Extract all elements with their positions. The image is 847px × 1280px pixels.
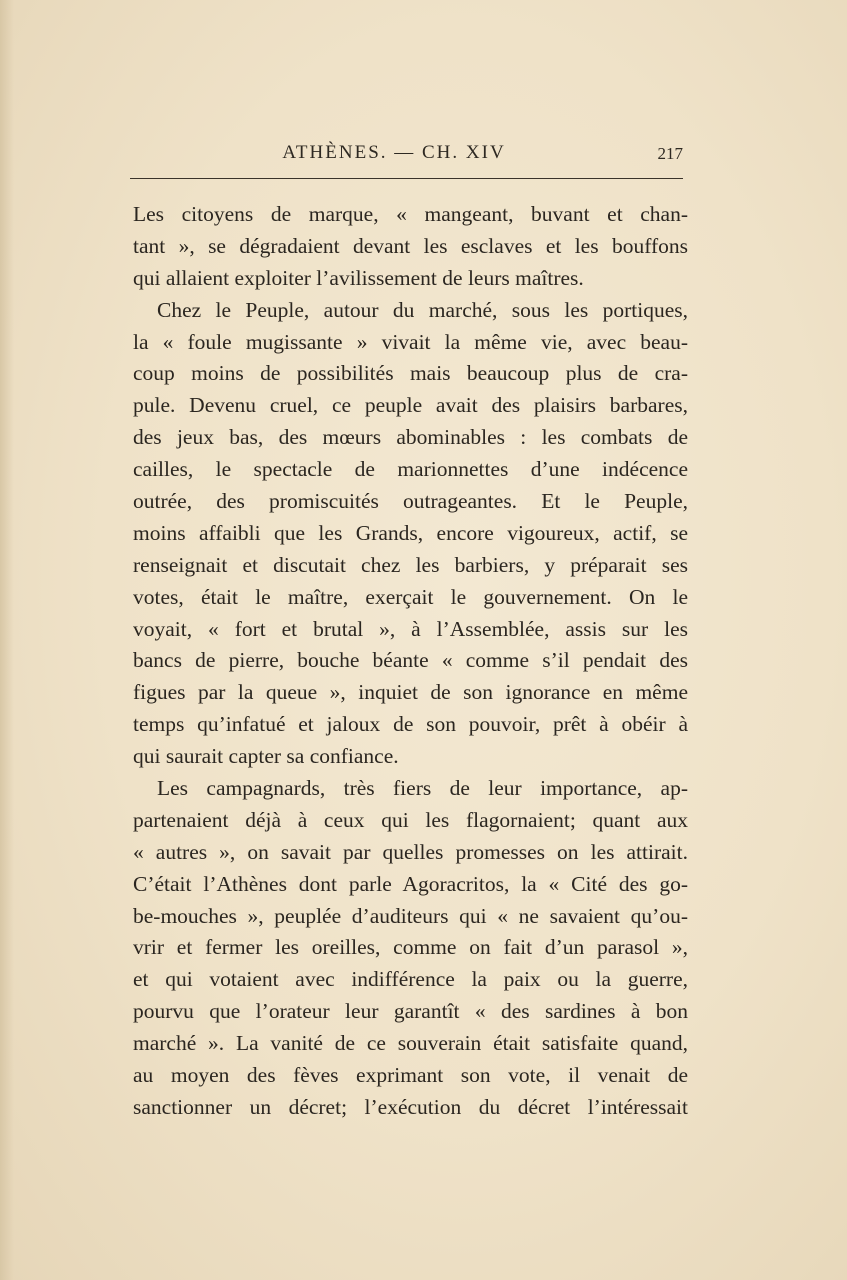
text-line: pule. Devenu cruel, ce peuple avait des plaisirs barbares,: [133, 393, 688, 418]
text-line: « autres », on savait par quelles promesses on les attirait.: [133, 839, 688, 864]
text-line: renseignait et discutait chez les barbiers, y préparait ses: [133, 552, 688, 577]
text-line: coup moins de possibilités mais beaucoup plus de cra-: [133, 361, 688, 386]
text-line: voyait, « fort et brutal », à l’Assemblée, assis sur les: [133, 616, 688, 641]
running-header: [133, 142, 683, 170]
text-line: pourvu que l’orateur leur garantît « des sardines à bon: [133, 999, 688, 1024]
text-line: outrée, des promiscuités outrageantes. Et le Peuple,: [133, 489, 688, 514]
text-line: votes, était le maître, exerçait le gouvernement. On le: [133, 584, 688, 609]
text-line: Les campagnards, très fiers de leur importance, ap-: [157, 776, 688, 801]
text-line: Les citoyens de marque, « mangeant, buvant et chan-: [133, 202, 688, 226]
text-line: sanctionner un décret; l’exécution du décret l’intéressait: [133, 1094, 688, 1119]
page-number: 217: [657, 144, 683, 163]
text-line: la « foule mugissante » vivait la même vie, avec beau-: [133, 329, 688, 354]
text-line: temps qu’infatué et jaloux de son pouvoir, prêt à obéir à: [133, 712, 688, 737]
text-line: qui allaient exploiter l’avilissement de leurs maîtres.: [133, 265, 584, 290]
text-line: moins affaibli que les Grands, encore vigoureux, actif, se: [133, 520, 688, 545]
page-edge: [0, 0, 14, 1280]
text-line: C’était l’Athènes dont parle Agoracritos, la « Cité des go-: [133, 871, 688, 896]
text-line: cailles, le spectacle de marionnettes d’une indécence: [133, 457, 688, 482]
text-line: et qui votaient avec indifférence la paix ou la guerre,: [133, 967, 688, 992]
text-line: figues par la queue », inquiet de son ignorance en même: [133, 680, 688, 705]
text-line: vrir et fermer les oreilles, comme on fait d’un parasol »,: [133, 935, 688, 960]
text-line: tant », se dégradaient devant les esclaves et les bouffons: [133, 233, 688, 258]
text-line: partenaient déjà à ceux qui les flagornaient; quant aux: [133, 807, 688, 832]
body-text: [133, 199, 688, 1124]
text-line: Chez le Peuple, autour du marché, sous les portiques,: [157, 297, 688, 322]
header-rule: [130, 178, 683, 179]
text-line: be-mouches », peuplée d’auditeurs qui « ne savaient qu’ou-: [133, 903, 688, 928]
text-line: des jeux bas, des mœurs abominables : les combats de: [133, 425, 688, 450]
text-line: bancs de pierre, bouche béante « comme s’il pendait des: [133, 648, 688, 673]
text-line: qui saurait capter sa confiance.: [133, 744, 399, 769]
text-line: marché ». La vanité de ce souverain était satisfaite quand,: [133, 1031, 688, 1056]
running-title: ATHÈNES. — CH. XIV: [282, 142, 506, 163]
text-line: au moyen des fèves exprimant son vote, il venait de: [133, 1063, 688, 1088]
